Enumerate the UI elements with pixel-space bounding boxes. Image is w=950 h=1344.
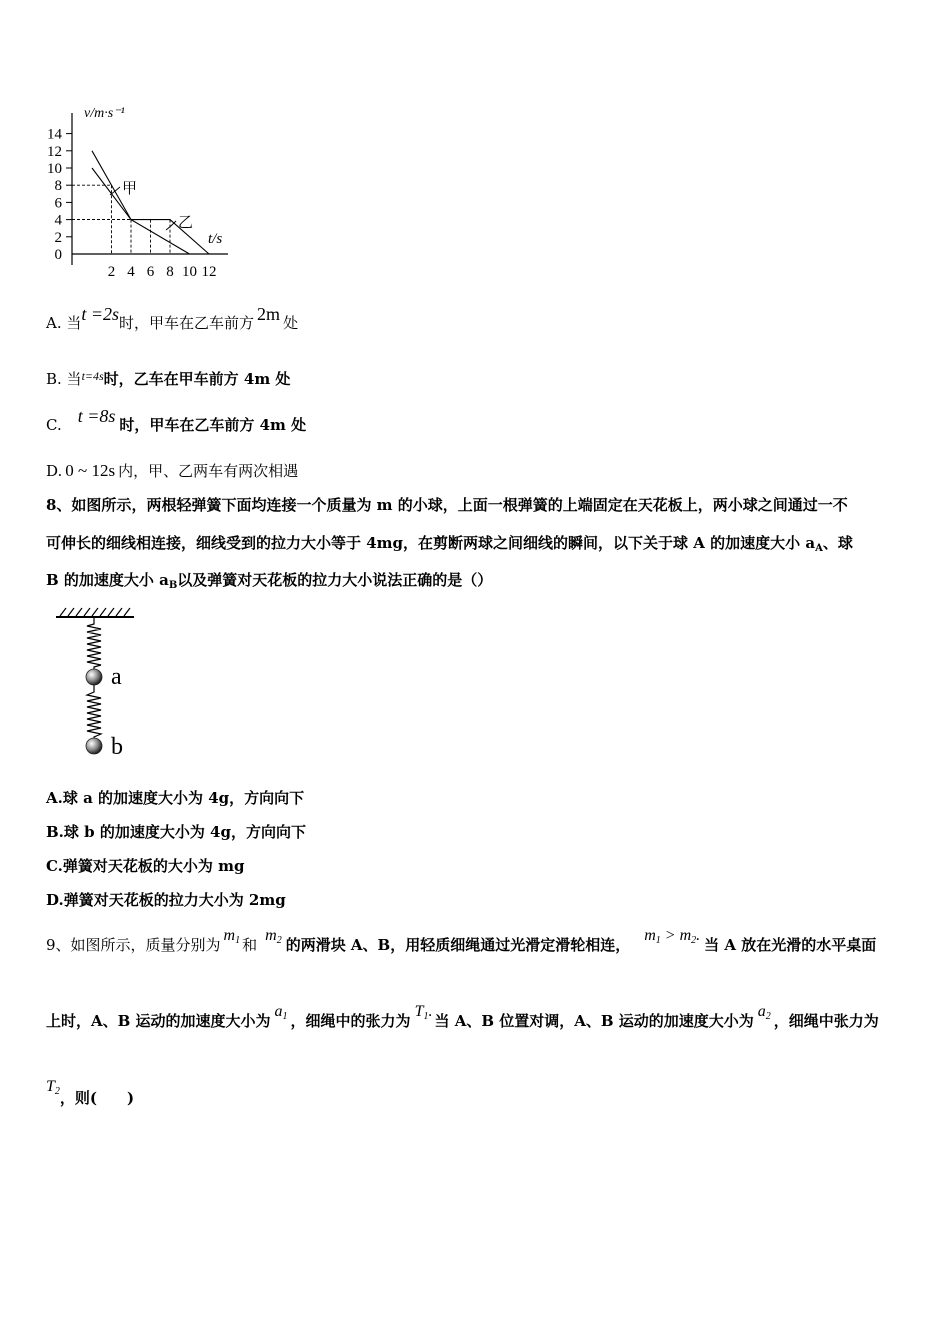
q7-option-d-suffix: 内，甲、乙两车有两次相遇 — [118, 462, 299, 480]
series-label-yi-pointer — [166, 221, 176, 230]
q8-line-2 — [46, 532, 853, 554]
y-tick-label: 12 — [47, 143, 62, 160]
velocity-time-graph — [40, 95, 240, 285]
q7-option-c — [46, 406, 307, 435]
q7-option-b-prefix: B. 当 — [46, 370, 82, 388]
ceiling-hatch — [56, 608, 134, 617]
q9-t1: $T_1$. — [414, 1003, 433, 1022]
q9-line-1 — [46, 927, 877, 956]
y-axis-label: v/m·s⁻¹ — [84, 106, 125, 121]
y-tick-label: 4 — [54, 212, 62, 229]
q8-line-1: 8、如图所示，两根轻弹簧下面均连接一个质量为 m 的小球，上面一根弹簧的上端固定在天花板上，两小球之间通过一不 — [46, 496, 848, 514]
q8-line-3-sub: B — [168, 580, 178, 591]
y-tick-label: 14 — [47, 126, 62, 143]
q7-option-a-prefix: A. 当 — [46, 314, 82, 332]
y-tick-label: 2 — [54, 229, 62, 246]
q9-m1: $m_1$ — [223, 927, 241, 946]
q7-option-a-suffix: 处 — [283, 314, 299, 332]
q9-line-2 — [46, 1003, 879, 1032]
q8-line-2-sub: A — [815, 543, 823, 554]
q8-option-a: A.球 a 的加速度大小为 4g，方向向下 — [46, 789, 305, 807]
series-label-jia: 甲 — [122, 181, 138, 197]
y-tick-label: 8 — [54, 178, 62, 195]
q9-line-2-b: ，细绳中的张力为 — [290, 1012, 411, 1030]
x-tick-label: 2 — [107, 264, 116, 280]
y-tick-label: 10 — [47, 161, 62, 177]
spring-figure — [50, 600, 170, 765]
x-axis-label: t/s — [208, 231, 223, 247]
series-label-yi: 乙 — [178, 215, 194, 231]
q7-option-c-prefix: C. — [46, 416, 62, 434]
q9-line-2-a: 上时，A、B 运动的加速度大小为 — [46, 1012, 271, 1030]
q7-option-b — [46, 368, 290, 389]
q8-option-b: B.球 b 的加速度大小为 4g，方向向下 — [46, 823, 306, 841]
ball-a — [86, 669, 102, 685]
x-tick-label: 4 — [127, 264, 135, 280]
q8-line-2-text: 可伸长的细线相连接，细线受到的拉力大小等于 4mg，在剪断两球之间细线的瞬间，以下关于球 A 的加速度大小 a — [46, 534, 816, 552]
q9-line-3 — [46, 1075, 135, 1107]
q7-option-a — [46, 304, 299, 333]
q9-line-3-text: ，则( ) — [59, 1089, 135, 1107]
q8-option-c: C.弹簧对天花板的大小为 mg — [46, 857, 245, 875]
q7-option-c-suffix: 时，甲车在乙车前方 4m 处 — [119, 416, 307, 434]
ball-b — [86, 738, 102, 754]
q7-option-b-math1: t=4s — [81, 369, 104, 383]
series-line-jia — [92, 151, 190, 254]
x-tick-label: 6 — [146, 264, 155, 280]
q7-option-a-mid: 时，甲车在乙车前方 — [119, 314, 255, 332]
q7-option-d-prefix: D. — [46, 462, 63, 480]
q9-line-2-c: 当 A、B 位置对调，A、B 运动的加速度大小为 — [434, 1012, 754, 1030]
q7-option-a-math1: t =2s — [81, 304, 120, 324]
x-tick-label: 12 — [201, 264, 217, 280]
q9-m2: $m_2$ — [265, 927, 282, 946]
ball-b-label: b — [111, 734, 123, 760]
y-tick-label: 0 — [54, 247, 62, 263]
x-tick-label: 8 — [166, 264, 174, 280]
q8-line-3-end: 以及弹簧对天花板的拉力大小说法正确的是（） — [177, 571, 493, 589]
q7-option-b-suffix: 时，乙车在甲车前方 4m 处 — [103, 370, 291, 388]
q7-option-d — [46, 460, 298, 481]
q8-line-3 — [46, 569, 492, 591]
y-tick-label: 6 — [54, 195, 62, 212]
q7-option-d-math1: 0 ~ 12s — [65, 461, 116, 480]
q8-option-d: D.弹簧对天花板的拉力大小为 2mg — [46, 891, 286, 909]
q7-option-a-math2: 2m — [257, 304, 281, 324]
q8-line-3-text: B 的加速度大小 a — [46, 571, 169, 589]
q9-a1: $a_1$ — [274, 1003, 288, 1022]
q9-line-1-a: 9、如图所示，质量分别为 — [46, 936, 221, 954]
ball-a-label: a — [111, 664, 122, 690]
q9-and: 和 — [242, 936, 258, 954]
x-tick-label: 10 — [182, 264, 197, 280]
q9-line-1-c: 当 A 放在光滑的水平桌面 — [704, 936, 877, 954]
q9-a2: $a_2$ — [757, 1003, 771, 1022]
q9-line-2-d: ，细绳中张力为 — [773, 1012, 879, 1030]
q9-compare: $m_1 > m_2$. — [644, 927, 701, 946]
q7-option-c-math1: t =8s — [77, 406, 116, 426]
q8-line-2-end: 、球 — [822, 534, 853, 552]
q9-line-1-b: 的两滑块 A、B，用轻质细绳通过光滑定滑轮相连， — [285, 936, 631, 954]
upper-spring — [87, 617, 101, 670]
q9-t2: $T_2$ — [46, 1078, 60, 1097]
lower-spring — [87, 685, 101, 740]
graph-axes — [72, 113, 228, 265]
